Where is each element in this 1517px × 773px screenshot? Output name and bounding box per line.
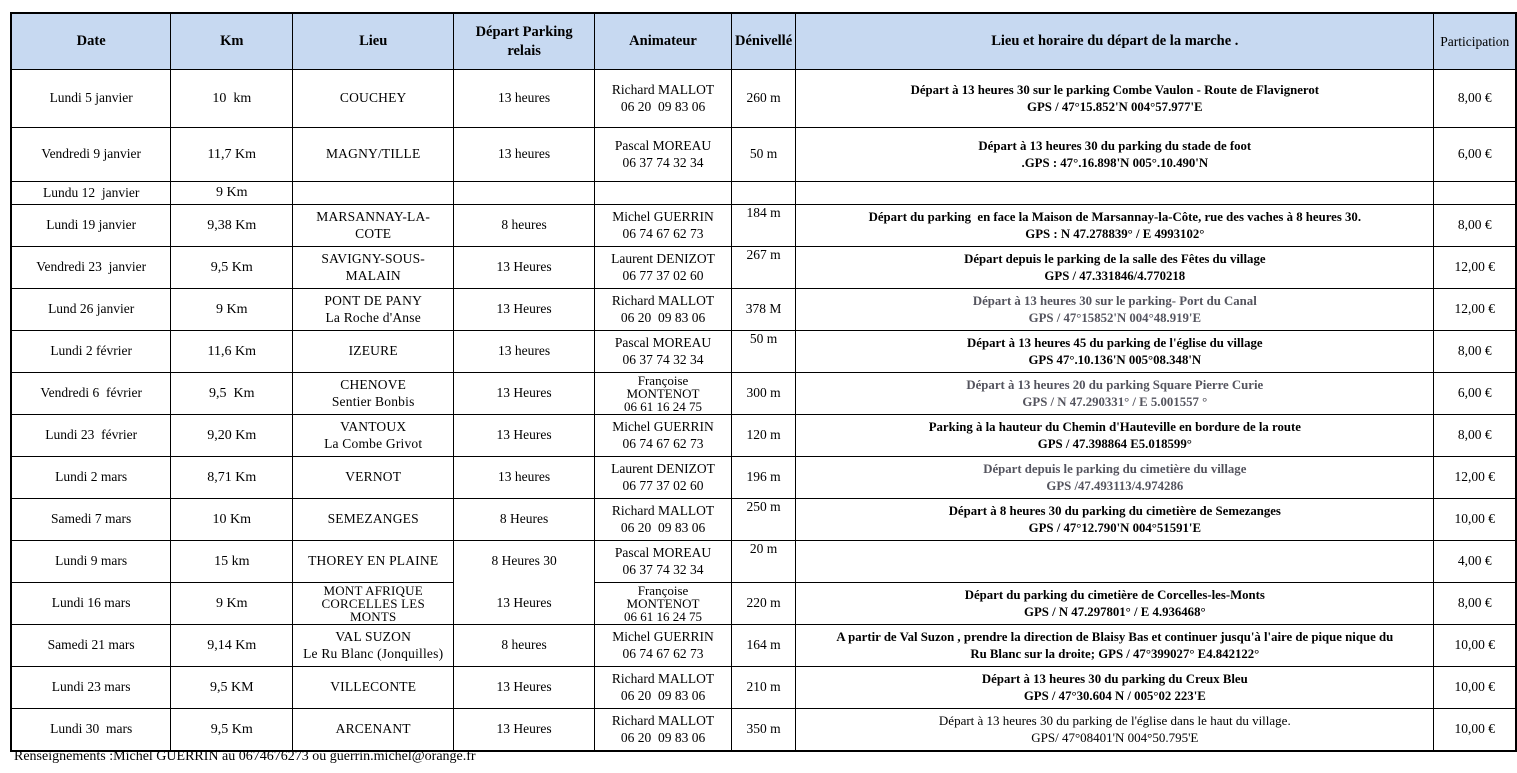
cell-km: 9,5 Km xyxy=(171,373,293,415)
cell-description: Départ à 13 heures 45 du parking de l'église du village GPS 47°.10.136'N 005°08.348'N xyxy=(796,331,1434,373)
cell-lieu: MARSANNAY-LA- COTE xyxy=(293,205,454,247)
cell-description: Départ du parking en face la Maison de Marsannay-la-Côte, rue des vaches à 8 heures 30. GPS : N 47.278839° / E 4993102° xyxy=(796,205,1434,247)
cell-denivelle xyxy=(731,182,795,205)
cell-date: Vendredi 23 janvier xyxy=(11,247,171,289)
cell-lieu: MAGNY/TILLE xyxy=(293,128,454,182)
cell-animateur: Pascal MOREAU 06 37 74 32 34 xyxy=(595,331,732,373)
cell-date: Lundi 2 mars xyxy=(11,457,171,499)
cell-date: Lundi 9 mars xyxy=(11,541,171,583)
cell-animateur: Michel GUERRIN 06 74 67 62 73 xyxy=(595,415,732,457)
cell-km: 9,5 Km xyxy=(171,247,293,289)
cell-description: Départ à 13 heures 30 du parking du Creux Bleu GPS / 47°30.604 N / 005°02 223'E xyxy=(796,667,1434,709)
cell-lieu: SEMEZANGES xyxy=(293,499,454,541)
cell-denivelle: 350 m xyxy=(731,709,795,752)
table-row xyxy=(11,70,1516,128)
cell-depart-parking: 13 Heures xyxy=(454,247,595,289)
cell-participation: 10,00 € xyxy=(1434,499,1516,541)
cell-lieu: VAL SUZON Le Ru Blanc (Jonquilles) xyxy=(293,625,454,667)
table-row xyxy=(11,415,1516,457)
cell-denivelle: 184 m xyxy=(731,205,795,247)
cell-animateur: Laurent DENIZOT 06 77 37 02 60 xyxy=(595,457,732,499)
table-row xyxy=(11,128,1516,182)
cell-description: Parking à la hauteur du Chemin d'Hauteville en bordure de la route GPS / 47.398864 E5.018599° xyxy=(796,415,1434,457)
cell-participation: 12,00 € xyxy=(1434,457,1516,499)
table-row xyxy=(11,583,1516,625)
cell-km: 9,14 Km xyxy=(171,625,293,667)
cell-depart-parking: 13 Heures xyxy=(454,709,595,752)
column-header-participation: Participation xyxy=(1434,13,1516,70)
cell-km: 8,71 Km xyxy=(171,457,293,499)
cell-km: 10 km xyxy=(171,70,293,128)
cell-km: 9 Km xyxy=(171,583,293,625)
cell-km: 9,5 KM xyxy=(171,667,293,709)
cell-depart-parking: 13 Heures xyxy=(454,583,595,625)
cell-depart-parking xyxy=(454,182,595,205)
column-header-km: Km xyxy=(171,13,293,70)
cell-denivelle: 196 m xyxy=(731,457,795,499)
cell-participation: 6,00 € xyxy=(1434,373,1516,415)
cell-depart-parking: 8 heures xyxy=(454,625,595,667)
cell-description: Départ à 13 heures 20 du parking Square Pierre Curie GPS / N 47.290331° / E 5.001557 ° xyxy=(796,373,1434,415)
column-header-d-nivell: Dénivellé xyxy=(731,13,795,70)
cell-animateur: Richard MALLOT 06 20 09 83 06 xyxy=(595,667,732,709)
cell-lieu: THOREY EN PLAINE xyxy=(293,541,454,583)
column-header-lieu: Lieu xyxy=(293,13,454,70)
cell-animateur: Laurent DENIZOT 06 77 37 02 60 xyxy=(595,247,732,289)
cell-description: Départ du parking du cimetière de Corcelles-les-Monts GPS / N 47.297801° / E 4.936468° xyxy=(796,583,1434,625)
cell-depart-parking: 13 Heures xyxy=(454,667,595,709)
cell-date: Lundi 23 mars xyxy=(11,667,171,709)
cell-animateur: Pascal MOREAU 06 37 74 32 34 xyxy=(595,128,732,182)
cell-depart-parking: 8 Heures 30 xyxy=(454,541,595,583)
cell-km: 10 Km xyxy=(171,499,293,541)
cell-km: 9,38 Km xyxy=(171,205,293,247)
cell-animateur: Françoise MONTENOT 06 61 16 24 75 xyxy=(595,583,732,625)
cell-animateur: Richard MALLOT 06 20 09 83 06 xyxy=(595,499,732,541)
cell-description xyxy=(796,541,1434,583)
cell-km: 11,6 Km xyxy=(171,331,293,373)
cell-participation: 8,00 € xyxy=(1434,205,1516,247)
cell-denivelle: 210 m xyxy=(731,667,795,709)
cell-lieu: PONT DE PANY La Roche d'Anse xyxy=(293,289,454,331)
cell-participation: 12,00 € xyxy=(1434,289,1516,331)
cell-date: Vendredi 9 janvier xyxy=(11,128,171,182)
cell-description: Départ à 13 heures 30 sur le parking Combe Vaulon - Route de Flavignerot GPS / 47°15.852'N 004°57.977'E xyxy=(796,70,1434,128)
cell-participation: 12,00 € xyxy=(1434,247,1516,289)
cell-participation: 10,00 € xyxy=(1434,625,1516,667)
cell-animateur: Richard MALLOT 06 20 09 83 06 xyxy=(595,709,732,752)
table-row xyxy=(11,499,1516,541)
table-row xyxy=(11,667,1516,709)
cell-depart-parking: 13 heures xyxy=(454,457,595,499)
cell-depart-parking: 13 heures xyxy=(454,331,595,373)
cell-date: Samedi 21 mars xyxy=(11,625,171,667)
cell-lieu: CHENOVE Sentier Bonbis xyxy=(293,373,454,415)
cell-lieu: ARCENANT xyxy=(293,709,454,752)
cell-participation: 10,00 € xyxy=(1434,709,1516,752)
table-row xyxy=(11,373,1516,415)
cell-denivelle: 378 M xyxy=(731,289,795,331)
cell-date: Lundu 12 janvier xyxy=(11,182,171,205)
cell-denivelle: 250 m xyxy=(731,499,795,541)
header-row xyxy=(11,13,1516,70)
cell-animateur: Richard MALLOT 06 20 09 83 06 xyxy=(595,70,732,128)
cell-animateur xyxy=(595,182,732,205)
cell-depart-parking: 13 heures xyxy=(454,70,595,128)
cell-animateur: Michel GUERRIN 06 74 67 62 73 xyxy=(595,205,732,247)
cell-km: 9,5 Km xyxy=(171,709,293,752)
column-header-lieu-et-horaire-du-d-part-de-la-marche: Lieu et horaire du départ de la marche . xyxy=(796,13,1434,70)
cell-description: Départ à 8 heures 30 du parking du cimetière de Semezanges GPS / 47°12.790'N 004°51591'E xyxy=(796,499,1434,541)
cell-lieu: MONT AFRIQUE CORCELLES LES MONTS xyxy=(293,583,454,625)
table-row xyxy=(11,289,1516,331)
cell-lieu: VERNOT xyxy=(293,457,454,499)
cell-denivelle: 50 m xyxy=(731,331,795,373)
cell-description: Départ à 13 heures 30 sur le parking- Port du Canal GPS / 47°15852'N 004°48.919'E xyxy=(796,289,1434,331)
table-row xyxy=(11,331,1516,373)
cell-denivelle: 20 m xyxy=(731,541,795,583)
cell-participation: 4,00 € xyxy=(1434,541,1516,583)
cell-lieu: COUCHEY xyxy=(293,70,454,128)
cell-lieu xyxy=(293,182,454,205)
cell-participation: 10,00 € xyxy=(1434,667,1516,709)
cell-participation: 6,00 € xyxy=(1434,128,1516,182)
cell-depart-parking: 8 heures xyxy=(454,205,595,247)
cell-denivelle: 220 m xyxy=(731,583,795,625)
cell-animateur: Françoise MONTENOT 06 61 16 24 75 xyxy=(595,373,732,415)
cell-participation xyxy=(1434,182,1516,205)
column-header-d-part-parking-relais: Départ Parking relais xyxy=(454,13,595,70)
cell-date: Lundi 2 février xyxy=(11,331,171,373)
cell-date: Lundi 16 mars xyxy=(11,583,171,625)
cell-lieu: IZEURE xyxy=(293,331,454,373)
cell-denivelle: 300 m xyxy=(731,373,795,415)
cell-description: A partir de Val Suzon , prendre la direction de Blaisy Bas et continuer jusqu'à l'aire de pique nique du Ru Blanc sur la droite; GPS / 47°399027° E4.842122° xyxy=(796,625,1434,667)
cell-description: Départ à 13 heures 30 du parking de l'église dans le haut du village. GPS/ 47°08401'N 004°50.795'E xyxy=(796,709,1434,752)
cell-denivelle: 50 m xyxy=(731,128,795,182)
cell-lieu: VANTOUX La Combe Grivot xyxy=(293,415,454,457)
cell-date: Lundi 23 février xyxy=(11,415,171,457)
cell-denivelle: 260 m xyxy=(731,70,795,128)
cell-depart-parking: 13 heures xyxy=(454,128,595,182)
cell-km: 9,20 Km xyxy=(171,415,293,457)
cell-date: Lundi 30 mars xyxy=(11,709,171,752)
cell-date: Lundi 5 janvier xyxy=(11,70,171,128)
cell-date: Vendredi 6 février xyxy=(11,373,171,415)
cell-participation: 8,00 € xyxy=(1434,583,1516,625)
cell-date: Lund 26 janvier xyxy=(11,289,171,331)
cell-description: Départ depuis le parking du cimetière du village GPS /47.493113/4.974286 xyxy=(796,457,1434,499)
cell-participation: 8,00 € xyxy=(1434,415,1516,457)
table-row xyxy=(11,182,1516,205)
table-row xyxy=(11,541,1516,583)
footer-note: Renseignements :Michel GUERRIN au 0674676273 ou guerrin.michel@orange.fr xyxy=(14,749,476,764)
table-row xyxy=(11,709,1516,752)
cell-description xyxy=(796,182,1434,205)
cell-km: 11,7 Km xyxy=(171,128,293,182)
cell-depart-parking: 13 Heures xyxy=(454,415,595,457)
cell-depart-parking: 8 Heures xyxy=(454,499,595,541)
column-header-date: Date xyxy=(11,13,171,70)
table-row xyxy=(11,625,1516,667)
cell-description: Départ depuis le parking de la salle des Fêtes du village GPS / 47.331846/4.770218 xyxy=(796,247,1434,289)
cell-km: 15 km xyxy=(171,541,293,583)
cell-date: Samedi 7 mars xyxy=(11,499,171,541)
cell-lieu: SAVIGNY-SOUS- MALAIN xyxy=(293,247,454,289)
cell-km: 9 Km xyxy=(171,182,293,205)
cell-lieu: VILLECONTE xyxy=(293,667,454,709)
cell-depart-parking: 13 Heures xyxy=(454,289,595,331)
cell-date: Lundi 19 janvier xyxy=(11,205,171,247)
cell-animateur: Pascal MOREAU 06 37 74 32 34 xyxy=(595,541,732,583)
cell-animateur: Richard MALLOT 06 20 09 83 06 xyxy=(595,289,732,331)
cell-participation: 8,00 € xyxy=(1434,70,1516,128)
cell-description: Départ à 13 heures 30 du parking du stade de foot .GPS : 47°.16.898'N 005°.10.490'N xyxy=(796,128,1434,182)
table-row xyxy=(11,457,1516,499)
hike-schedule-table xyxy=(10,12,1517,752)
cell-depart-parking: 13 Heures xyxy=(454,373,595,415)
cell-denivelle: 164 m xyxy=(731,625,795,667)
column-header-animateur: Animateur xyxy=(595,13,732,70)
cell-animateur: Michel GUERRIN 06 74 67 62 73 xyxy=(595,625,732,667)
table-row xyxy=(11,247,1516,289)
cell-participation: 8,00 € xyxy=(1434,331,1516,373)
cell-denivelle: 120 m xyxy=(731,415,795,457)
table-row xyxy=(11,205,1516,247)
cell-km: 9 Km xyxy=(171,289,293,331)
cell-denivelle: 267 m xyxy=(731,247,795,289)
